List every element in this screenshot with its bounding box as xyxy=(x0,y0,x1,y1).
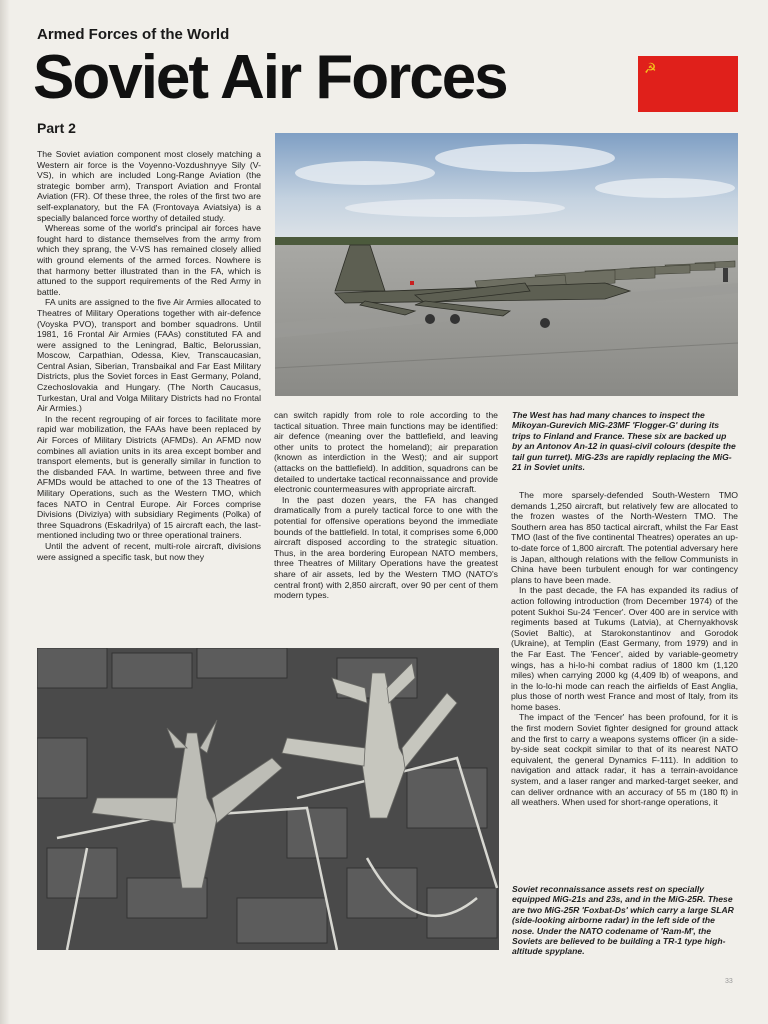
article-column-3 xyxy=(511,490,738,865)
paragraph: FA units are assigned to the five Air Armies allocated to Theatres of Military Operations together with air-defence (Voyska PVO), transport and bomber squadrons. Until 1981, 16 Frontal Air Armies (FAAs) constituted FA and were assigned to the Leningrad, Baltic, Belorussian, Moscow, Carpathian, Odessa, Kiev, Transcaucasian, Central Asian, Siberian, Transbaikal and Far East Military Districts, plus the Soviet forces in East Germany, Poland, Czechoslovakia and Hungary. (The North Caucasus, Turkestan, Ural and Volga Military Districts had no Frontal Air Armies.) xyxy=(37,297,261,414)
paragraph: In the past dozen years, the FA has changed dramatically from a purely tactical force to one with the potential for offensive operations beyond the immediate bounds of the battlefield. In total, it comprises some 6,000 aircraft disposed according to the strategic situation. Thus, in the area bordering European NATO members, three Theatres of Military Operations have the greatest share of air assets, led by the Western TMO (NATO's central front) with 2,850 aircraft, over 90 per cent of them modern types. xyxy=(274,494,498,601)
paragraph: Whereas some of the world's principal air forces have fought hard to distance themselves from the army from which they sprang, the V-VS has remained closely allied with ground elements of the armed forces. Nowhere is that harmony better illustrated than in the FA, which is attuned to the support requirements of the Red Army in battle. xyxy=(37,223,261,297)
paragraph: The more sparsely-defended South-Western TMO demands 1,250 aircraft, but relatively few are allocated to the frozen wastes of the North-Western TMO. The Southern area has 850 tactical aircraft, whilst the Far East TMO (last of the five continental Theatres) operates an up-to-date force of 1,800 aircraft. The potential adversary here is Japan, although relations with the fellow Communists in China have been turbulent enough for war contingency plans to have been made. xyxy=(511,490,738,585)
photo-caption-flogger: The West has had many chances to inspect the Mikoyan-Gurevich MiG-23MF 'Flogger-G' during its trips to Finland and France. These six are backed up by an Antonov An-12 in quasi-civil colours (despite the tail gun turret). MiG-23s are rapidly replacing the MiG-21 in Soviet units. xyxy=(512,410,736,473)
hammer-sickle-icon: ☭ xyxy=(644,60,657,76)
paragraph: can switch rapidly from role to role according to the tactical situation. Three main functions may be identified: air defence (meaning over the battlefield, and leaving other units to protect the homeland); air preparation (known as interdiction in the West); and air support (attacks on the battlefield). In addition, squadrons can be detailed to undertake tactical reconnaissance and provide electronic countermeasures with appropriate aircraft. xyxy=(274,410,498,495)
page-title: Soviet Air Forces xyxy=(33,43,507,112)
paragraph: In the recent regrouping of air forces to facilitate more rapid war mobilization, the FAAs have been replaced by Air Forces of Military Districts (AFMDs). An AFMD now combines all aviation units in its area except bomber and transport elements, but is generally similar in function to the disbanded FAA. In wartime, between three and five AFMDs would be attached to one of the 13 Theatres of Military Operations, such as the Western TMO, which faces NATO in Central Europe. Air Forces comprise Divisions (Diviziya) with subsidiary Regiments (Polka) of three Squadrons (Eskadrilya) of 15 aircraft each, the last-mentioned including two or three operational trainers. xyxy=(37,413,261,541)
series-title: Armed Forces of the World xyxy=(37,26,230,43)
paragraph: The impact of the 'Fencer' has been profound, for it is the first modern Soviet fighter designed for ground attack and the first to carry a weapons systems officer (in a side-by-side seat cockpit similar to that of its nearest NATO equivalent, the general Dynamics F-111). In addition to navigation and attack radar, it has a terrain-avoidance system, and a laser ranger and marked-target seeker, and can deliver ordnance with an accuracy of 55 m (180 ft) in all weathers. When used for short-range operations, it xyxy=(511,712,738,808)
paragraph: In the past decade, the FA has expanded its radius of action following introduction (from December 1974) of the potent Sukhoi Su-24 'Fencer'. Over 400 are in service with regiments based at Tukums (Latvia), at Chernyakhovsk (Soviet Baltic), at Starokonstantinov and Gorodok (Ukraine), at Templin (East Germany, from 1979) and in the Far East. The 'Fencer', aided by variable-geometry wings, has a hi-lo-hi combat radius of 1800 km (1,120 miles) when carrying 2000 kg (4,409 lb) of weapons, and in the lo-lo-hi mode can reach the airfields of East Anglia, plus those of north west France and most of Italy, from its home bases. xyxy=(511,585,738,712)
part-label: Part 2 xyxy=(37,120,76,136)
mig25r-aerial-photo xyxy=(37,648,499,950)
paragraph: The Soviet aviation component most closely matching a Western air force is the Voyenno-Vozdushnyye Sily (V-VS), in which are included Long-Range Aviation (the strategic bomber arm), Transport Aviation and Frontal Aviation (FR). Of these three, the roles of the first two are self-explanatory, but the FA (Frontovaya Aviatsiya) is a specially balanced force worthy of detailed study. xyxy=(37,149,261,223)
page-binding-shadow xyxy=(0,0,10,1024)
photo-caption-foxbat: Soviet reconnaissance assets rest on specially equipped MiG-21s and 23s, and in the MiG-25R. These are two MiG-25R 'Foxbat-Ds' which carry a large SLAR (side-looking airborne radar) in the left side of the nose. Under the NATO codename of 'Ram-M', the Soviets are believed to be building a TR-1 type high-altitude spyplane. xyxy=(512,884,734,957)
article-column-2 xyxy=(274,410,498,636)
soviet-flag xyxy=(638,56,738,112)
mig23-lineup-photo xyxy=(275,133,738,396)
article-column-1 xyxy=(37,149,261,643)
paragraph: Until the advent of recent, multi-role aircraft, divisions were assigned a specific task, but now they xyxy=(37,540,261,562)
page-number: 33 xyxy=(725,978,733,985)
